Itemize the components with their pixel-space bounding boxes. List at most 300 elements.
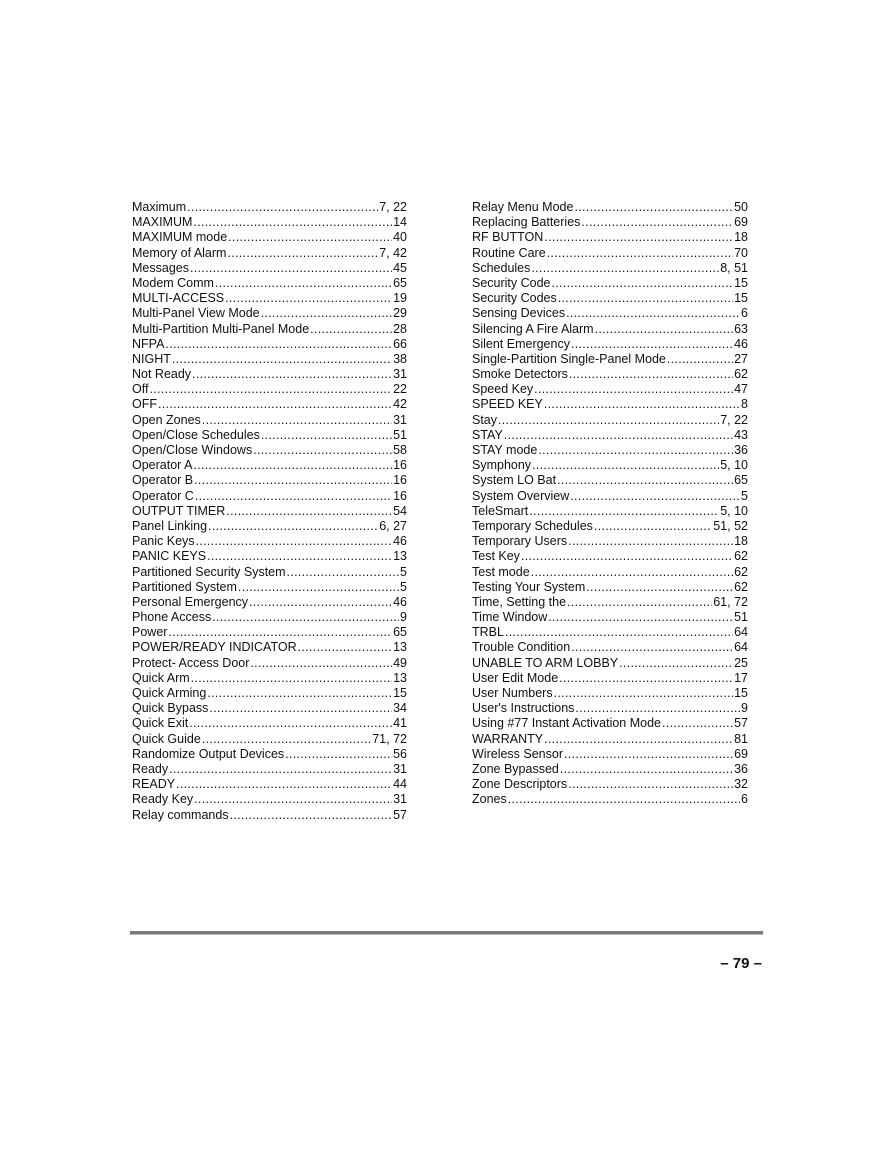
index-page-ref: 19 [393,291,407,306]
index-page-ref: 64 [734,625,748,640]
index-entry [472,337,748,352]
index-term: Time Window [472,610,548,625]
index-page-ref: 36 [734,443,748,457]
index-term: Protect- Access Door [132,655,250,670]
dot-leader [547,246,733,261]
dot-leader [568,534,733,549]
index-page-ref: 6 [741,792,748,807]
index-term: Zone Descriptors [472,777,568,792]
index-page-ref: 54 [393,503,407,518]
index-page-ref: 45 [393,260,407,275]
dot-leader [298,640,392,655]
index-term: Ready Key [132,792,194,807]
index-entry [132,747,407,762]
index-term: Open/Close Windows [132,443,253,457]
index-page-ref: 32 [734,777,748,792]
index-term: Sensing Devices [472,306,566,321]
index-term: Randomize Output Devices [132,746,285,761]
dot-leader [538,443,733,458]
index-term: Zones [472,792,507,807]
dot-leader [532,458,719,473]
dot-leader [310,322,392,337]
dot-leader [249,595,392,610]
index-entry [472,291,748,306]
dot-leader [187,200,378,215]
index-term: Replacing Batteries [472,215,581,230]
dot-leader [521,549,733,564]
dot-leader [586,580,733,595]
index-page-ref: 31 [393,367,407,382]
index-page-ref: 46 [393,594,407,609]
index-page-ref: 47 [734,382,748,397]
dot-leader [191,671,392,686]
index-term: Quick Arming [132,686,207,700]
index-entry [472,777,748,792]
dot-leader [207,549,392,564]
index-term: WARRANTY [472,731,544,746]
index-term: Silencing A Fire Alarm [472,321,594,336]
index-entry [132,808,407,823]
index-term: STAY mode [472,443,538,457]
dot-leader [554,686,734,701]
index-page-ref: 38 [393,351,407,366]
index-term: Temporary Users [472,534,568,549]
index-entry [472,200,748,215]
index-entry [132,671,407,686]
index-page-ref: 81 [734,731,748,746]
index-entry [132,352,407,367]
index-term: Smoke Detectors [472,367,568,382]
dot-leader [207,686,392,701]
index-term: Operator A [132,458,193,473]
index-term: Panic Keys [132,534,195,549]
index-page-ref: 18 [734,534,748,549]
index-entry [132,428,407,443]
index-page-ref: 5 [741,488,748,503]
index-page-ref: 31 [393,792,407,807]
dot-leader [215,276,392,291]
index-term: User's Instructions [472,701,575,716]
index-page-ref: 46 [393,534,407,549]
index-entry [472,428,748,443]
index-page-ref: 44 [393,777,407,792]
index-page-ref: 5, 10 [720,503,748,518]
index-entry [472,382,748,397]
index-entry [472,686,748,701]
index-page-ref: 65 [393,275,407,290]
index-term: User Numbers [472,686,553,700]
index-entry [132,367,407,382]
index-entry [472,246,748,261]
index-entry [472,504,748,519]
dot-leader [544,397,740,412]
dot-leader [212,610,399,625]
index-page-ref: 7, 42 [379,245,407,260]
index-page-ref: 65 [734,473,748,488]
index-page-ref: 5 [400,564,407,579]
index-term: Off [132,382,149,397]
index-page-ref: 61, 72 [713,594,748,609]
index-term: Routine Care [472,245,546,260]
dot-leader [544,230,733,245]
index-entry [132,413,407,428]
index-page-ref: 22 [393,382,407,397]
index-term: Time, Setting the [472,594,567,609]
index-term: Wireless Sensor [472,746,563,761]
index-page-ref: 49 [393,655,407,670]
index-term: Schedules [472,260,531,275]
dot-leader [667,352,733,367]
index-entry [132,656,407,671]
index-page-ref: 51 [734,610,748,625]
index-term: SPEED KEY [472,397,543,412]
index-page-ref: 40 [393,230,407,245]
index-page-ref: 69 [734,746,748,761]
index-page-ref: 7, 22 [720,412,748,427]
index-entry [132,382,407,397]
index-entry [132,215,407,230]
dot-leader [253,443,392,458]
index-term: Open/Close Schedules [132,427,260,442]
index-entry [472,367,748,382]
index-page-ref: 58 [393,443,407,457]
dot-leader [227,246,378,261]
dot-leader [192,367,392,382]
index-page-ref: 42 [393,397,407,412]
index-term: Testing Your System [472,579,586,594]
index-term: Multi-Partition Multi-Panel Mode [132,321,310,336]
dot-leader [575,701,740,716]
dot-leader [202,413,392,428]
dot-leader [176,777,392,792]
index-entry [132,443,407,458]
index-entry [472,443,748,458]
dot-leader [557,473,733,488]
index-page-ref: 6, 27 [379,518,407,533]
index-page-ref: 8, 51 [720,260,748,275]
index-page-ref: 51, 52 [713,518,748,533]
dot-leader [571,337,733,352]
index-page-ref: 27 [734,351,748,366]
index-entry [472,625,748,640]
index-entry [132,565,407,580]
index-page-ref: 13 [393,640,407,655]
dot-leader [285,747,392,762]
index-page-ref: 13 [393,549,407,564]
dot-leader [505,625,733,640]
index-entry [472,397,748,412]
index-term: Quick Arm [132,670,190,685]
index-term: Using #77 Instant Activation Mode [472,716,662,731]
index-entry [472,322,748,337]
index-entry [132,732,407,747]
index-entry [132,762,407,777]
dot-leader [595,322,734,337]
dot-leader [552,276,734,291]
index-page-ref: 62 [734,549,748,564]
index-entry [132,580,407,595]
index-entry [472,534,748,549]
dot-leader [194,792,392,807]
dot-leader [189,716,392,731]
index-entry [472,671,748,686]
index-term: Silent Emergency [472,336,570,351]
dot-leader [504,428,733,443]
dot-leader [196,534,393,549]
index-entry [132,322,407,337]
index-entry [472,580,748,595]
dot-leader [195,489,392,504]
index-term: NIGHT [132,351,171,366]
dot-leader [594,519,712,534]
index-entry [472,489,748,504]
index-page-ref: 64 [734,640,748,655]
index-term: OFF [132,397,157,412]
index-term: Personal Emergency [132,594,249,609]
index-entry [472,640,748,655]
index-term: Partitioned System [132,579,237,594]
dot-leader [531,565,733,580]
index-term: Multi-Panel View Mode [132,306,260,321]
dot-leader [158,397,392,412]
index-term: Maximum [132,200,187,214]
index-column-right [472,200,748,808]
dot-leader [560,762,733,777]
index-page-ref: 63 [734,321,748,336]
dot-leader [581,215,733,230]
dot-leader [570,489,740,504]
index-entry [132,291,407,306]
index-entry [132,504,407,519]
index-term: Single-Partition Single-Panel Mode [472,351,666,366]
index-entry [132,716,407,731]
dot-leader [531,261,719,276]
index-entry [132,595,407,610]
index-entry [472,732,748,747]
index-term: MULTI-ACCESS [132,291,225,306]
index-term: UNABLE TO ARM LOBBY [472,655,619,670]
index-page-ref: 7, 22 [379,200,407,214]
index-page-ref: 51 [393,427,407,442]
index-term: User Edit Mode [472,670,559,685]
index-term: OUTPUT TIMER [132,503,226,518]
index-term: Operator C [132,488,194,503]
index-term: POWER/READY INDICATOR [132,640,297,655]
index-page-ref: 9 [400,610,407,625]
index-page-ref: 66 [393,336,407,351]
index-entry [472,413,748,428]
index-page-ref: 69 [734,215,748,230]
index-entry [472,595,748,610]
index-term: RF BUTTON [472,230,544,245]
index-term: System Overview [472,488,570,503]
index-term: Security Code [472,275,551,290]
index-term: Power [132,625,168,640]
index-page-ref: 56 [393,746,407,761]
index-page-ref: 65 [393,625,407,640]
index-term: Operator B [132,473,194,488]
page-number: – 79 – [720,955,762,972]
index-entry [132,686,407,701]
dot-leader [194,473,392,488]
index-page-ref: 31 [393,412,407,427]
index-term: STAY [472,427,503,442]
index-entry [132,458,407,473]
index-page-ref: 15 [734,275,748,290]
index-entry [132,230,407,245]
dot-leader [228,230,392,245]
index-entry [472,610,748,625]
dot-leader [169,762,392,777]
dot-leader [202,732,371,747]
dot-leader [230,808,393,823]
index-entry [472,276,748,291]
index-entry [472,215,748,230]
dot-leader [662,716,733,731]
index-entry [132,397,407,412]
dot-leader [574,200,733,215]
index-page-ref: 15 [393,686,407,700]
index-page-ref: 36 [734,761,748,776]
index-entry [132,519,407,534]
index-term: MAXIMUM mode [132,230,228,245]
dot-leader [261,428,392,443]
index-entry [132,337,407,352]
index-term: Stay [472,412,498,427]
index-term: Modem Comm [132,275,214,290]
index-entry [132,701,407,716]
index-term: READY [132,777,176,792]
index-page-ref: 71, 72 [372,731,407,746]
index-term: Relay commands [132,807,229,822]
index-term: System LO Bat [472,473,557,488]
index-entry [472,519,748,534]
dot-leader [261,306,392,321]
index-page-ref: 28 [393,321,407,336]
index-term: Test mode [472,564,530,579]
index-term: Relay Menu Mode [472,200,574,214]
index-term: Test Key [472,549,520,564]
index-term: TeleSmart [472,503,529,518]
index-term: Quick Exit [132,716,189,731]
dot-leader [149,382,392,397]
index-entry [472,549,748,564]
index-entry [132,276,407,291]
index-entry [132,549,407,564]
index-entry [472,762,748,777]
index-term: Trouble Condition [472,640,571,655]
index-term: Temporary Schedules [472,518,593,533]
index-page-ref: 14 [393,215,407,230]
index-page-ref: 62 [734,579,748,594]
dot-leader [508,792,740,807]
index-entry [132,246,407,261]
dot-leader [529,504,719,519]
index-term: Speed Key [472,382,534,397]
dot-leader [569,367,733,382]
index-term: MAXIMUM [132,215,193,230]
index-entry [132,792,407,807]
dot-leader [566,306,740,321]
index-page-ref: 9 [741,701,748,716]
dot-leader [250,656,392,671]
index-term: Phone Access [132,610,212,625]
dot-leader [558,291,733,306]
index-page-ref: 62 [734,367,748,382]
dot-leader [548,610,733,625]
dot-leader [619,656,733,671]
index-column-left [132,200,407,823]
index-page-ref: 34 [393,701,407,716]
index-entry [132,306,407,321]
index-page-ref: 43 [734,427,748,442]
dot-leader [534,382,733,397]
index-page-ref: 13 [393,670,407,685]
index-page-ref: 57 [393,807,407,822]
dot-leader [165,337,392,352]
dot-leader [559,671,733,686]
index-page-ref: 15 [734,291,748,306]
dot-leader [544,732,733,747]
index-page-ref: 16 [393,473,407,488]
dot-leader [190,261,392,276]
dot-leader [225,291,392,306]
index-page-ref: 18 [734,230,748,245]
index-page-ref: 31 [393,761,407,776]
index-page-ref: 6 [741,306,748,321]
index-page-ref: 57 [734,716,748,731]
index-term: Symphony [472,458,532,473]
index-entry [132,534,407,549]
index-entry [132,625,407,640]
index-page-ref: 5 [400,579,407,594]
index-entry [132,489,407,504]
dot-leader [568,777,733,792]
index-term: Security Codes [472,291,557,306]
dot-leader [571,640,733,655]
dot-leader [238,580,399,595]
index-page-ref: 16 [393,458,407,473]
index-term: Quick Bypass [132,701,209,716]
index-term: NFPA [132,336,165,351]
index-term: Panel Linking [132,518,208,533]
index-entry [472,747,748,762]
dot-leader [567,595,712,610]
index-term: Messages [132,260,189,275]
dot-leader [193,458,392,473]
index-entry [472,352,748,367]
index-page-ref: 46 [734,336,748,351]
index-entry [472,656,748,671]
index-term: Partitioned Security System [132,564,286,579]
index-page-ref: 62 [734,564,748,579]
dot-leader [209,701,392,716]
index-entry [472,701,748,716]
index-term: Open Zones [132,412,201,427]
dot-leader [172,352,392,367]
index-page-ref: 41 [393,716,407,731]
index-term: Ready [132,761,169,776]
index-entry [472,261,748,276]
index-term: TRBL [472,625,504,640]
index-entry [132,640,407,655]
index-term: Memory of Alarm [132,245,227,260]
index-term: Not Ready [132,367,192,382]
index-page-ref: 5, 10 [720,458,748,473]
index-entry [472,306,748,321]
index-term: Zone Bypassed [472,761,559,776]
index-page-ref: 70 [734,245,748,260]
